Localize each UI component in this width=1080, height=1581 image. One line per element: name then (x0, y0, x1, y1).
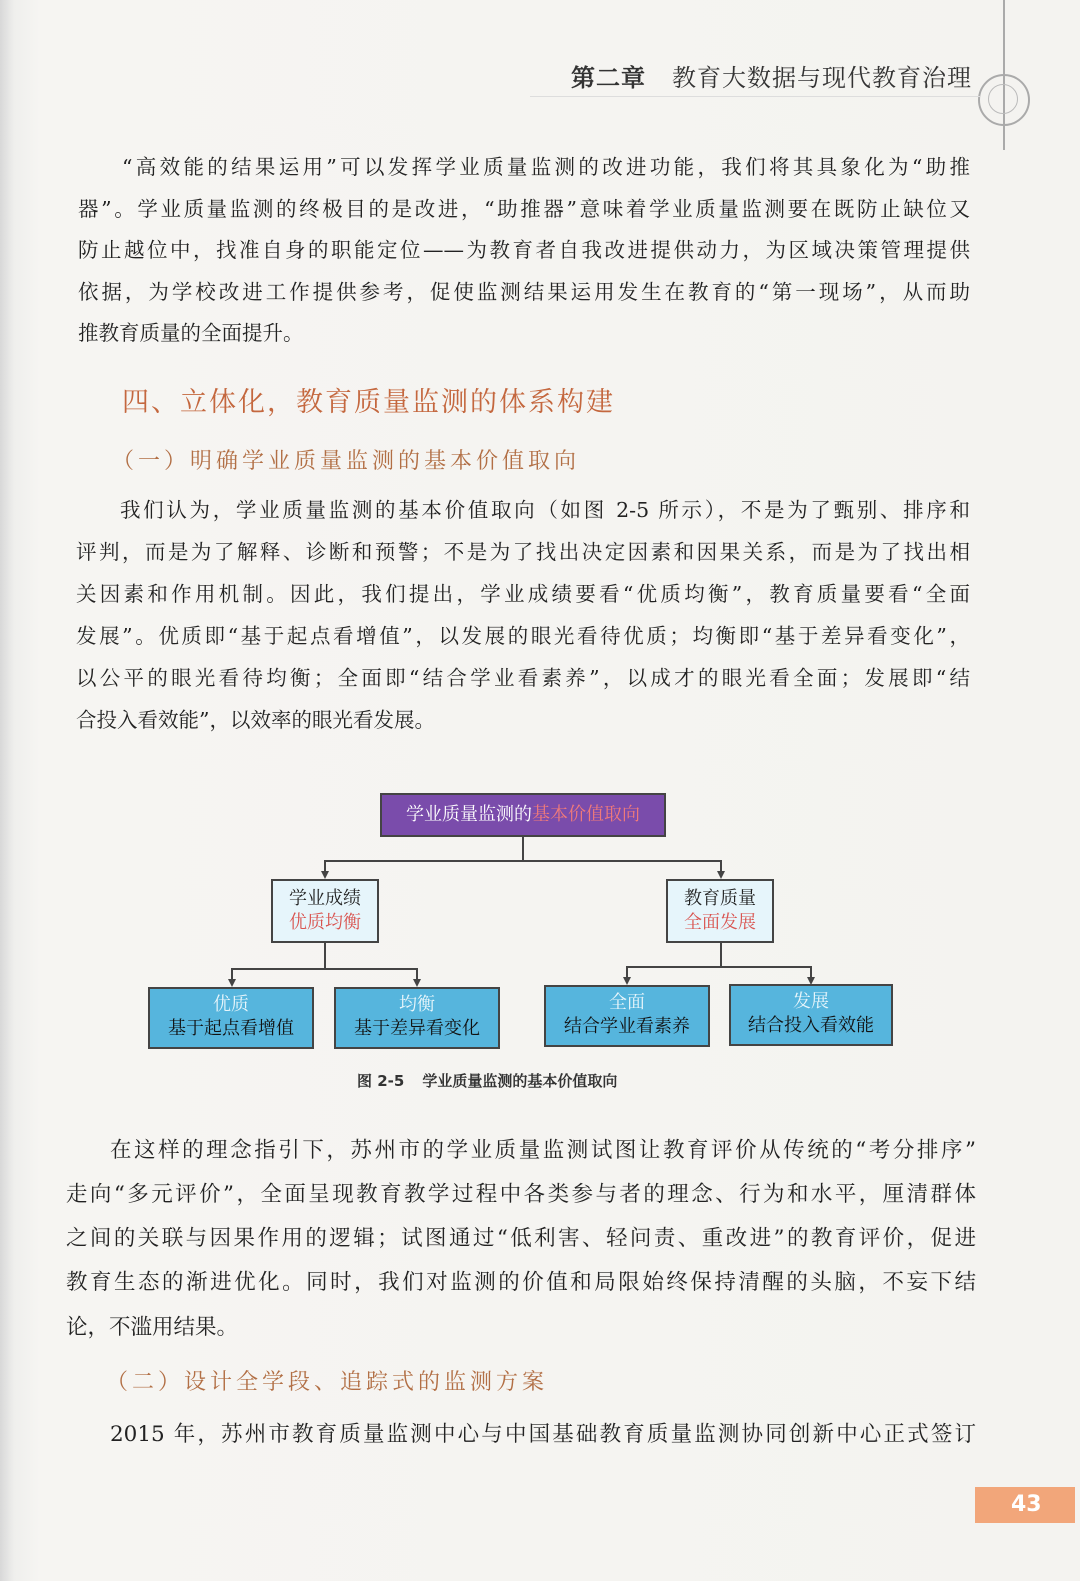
caption-text: 学业质量监测的基本价值取向 (422, 1072, 618, 1090)
connector (522, 837, 524, 861)
paragraph1-line: 防止越位中，找准自身的职能定位——为教育者自我改进提供动力，为区域决策管理提供 (78, 238, 970, 262)
branch-subtitle: 优质均衡 (289, 912, 361, 933)
paragraph1-line: “高效能的结果运用”可以发挥学业质量监测的改进功能，我们将其具象化为“助推 (122, 155, 970, 179)
paragraph4-line: 2015 年，苏州市教育质量监测中心与中国基础教育质量监测协同创新中心正式签订 (110, 1422, 976, 1447)
leaf-node (729, 984, 893, 1046)
arrow-icon (321, 871, 329, 879)
paragraph3-line: 论，不滥用结果。 (66, 1315, 239, 1340)
section-heading: 四、立体化，教育质量监测的体系构建 (122, 387, 615, 418)
subheading-2: （二）设计全学段、追踪式的监测方案 (106, 1370, 549, 1395)
leaf-title: 优质 (213, 994, 249, 1015)
arrow-icon (623, 977, 631, 985)
header-ornament-inner-icon (988, 84, 1018, 114)
root-node (380, 793, 666, 837)
arrow-icon (413, 979, 421, 987)
paragraph1-line: 依据，为学校改进工作提供参考，促使监测结果运用发生在教育的“第一现场”，从而助 (78, 280, 970, 304)
branch-title: 学业成绩 (289, 888, 361, 909)
paragraph2-line: 发展”。优质即“基于起点看增值”，以发展的眼光看待优质；均衡即“基于差异看变化”， (76, 624, 970, 648)
paragraph1-line: 器”。学业质量监测的终极目的是改进，“助推器”意味着学业质量监测要在既防止缺位又 (78, 197, 970, 221)
paragraph2-line: 以公平的眼光看待均衡；全面即“结合学业看素养”，以成才的眼光看全面；发展即“结 (76, 666, 970, 690)
paragraph3-line: 在这样的理念指引下，苏州市的学业质量监测试图让教育评价从传统的“考分排序” (110, 1138, 976, 1163)
root-node-highlight: 基本价值取向 (532, 804, 640, 825)
paragraph2-line: 关因素和作用机制。因此，我们提出，学业成绩要看“优质均衡”，教育质量要看“全面 (76, 582, 970, 606)
branch-subtitle: 全面发展 (684, 912, 756, 933)
connector (231, 968, 418, 970)
figure-caption (357, 1070, 617, 1091)
connector (324, 943, 326, 969)
paragraph2-line: 我们认为，学业质量监测的基本价值取向（如图 2-5 所示），不是为了甄别、排序和 (120, 498, 970, 522)
leaf-title: 发展 (793, 991, 829, 1012)
connector (720, 943, 722, 967)
connector (626, 966, 812, 968)
arrow-icon (717, 871, 725, 879)
chapter-title: 教育大数据与现代教育治理 (672, 64, 972, 92)
connector (324, 860, 722, 862)
leaf-text: 基于起点看增值 (168, 1018, 294, 1039)
leaf-title: 均衡 (399, 994, 435, 1015)
branch-node-academic (271, 879, 379, 943)
leaf-node (334, 987, 500, 1049)
paragraph2-line: 评判，而是为了解释、诊断和预警；不是为了找出决定因素和因果关系，而是为了找出相 (76, 540, 970, 564)
paragraph3-line: 之间的关联与因果作用的逻辑；试图通过“低利害、轻问责、重改进”的教育评价，促进 (66, 1226, 976, 1251)
arrow-icon (228, 979, 236, 987)
branch-title: 教育质量 (684, 888, 756, 909)
leaf-text: 结合投入看效能 (748, 1015, 874, 1036)
paragraph1-line: 推教育质量的全面提升。 (78, 321, 304, 345)
leaf-text: 基于差异看变化 (354, 1018, 480, 1039)
header-rule (530, 96, 980, 97)
running-header (571, 58, 972, 93)
paragraph3-line: 教育生态的渐进优化。同时，我们对监测的价值和局限始终保持清醒的头脑，不妄下结 (66, 1270, 976, 1295)
leaf-title: 全面 (609, 992, 645, 1013)
chapter-number: 第二章 (571, 64, 646, 92)
subheading-1: （一）明确学业质量监测的基本价值取向 (112, 449, 581, 474)
leaf-text: 结合学业看素养 (564, 1016, 690, 1037)
paragraph3-line: 走向“多元评价”，全面呈现教育教学过程中各类参与者的理念、行为和水平，厘清群体 (66, 1182, 976, 1207)
leaf-node (148, 987, 314, 1049)
leaf-node (544, 985, 710, 1047)
page-number: 43 (975, 1487, 1075, 1523)
caption-number: 图 2-5 (357, 1072, 405, 1090)
branch-node-quality (666, 879, 774, 943)
paragraph2-line: 合投入看效能”，以效率的眼光看发展。 (76, 708, 435, 732)
root-node-text: 学业质量监测的 (406, 804, 532, 825)
